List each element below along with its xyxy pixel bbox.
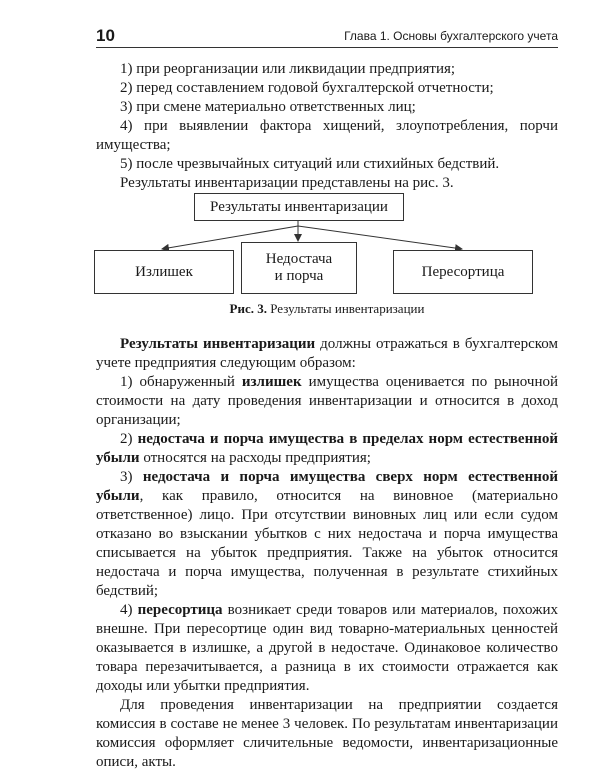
figure-caption bbox=[96, 301, 558, 317]
item-text: , как правило, относится на виновное (материально ответственное) лицо. При отсутствии виновных лиц или если судом отказано во взыскании убытков с них недостача и порча имущества списывается на убыток предприятия. Также на убыток относится недостача и порча имущества, полученная в результате стихийных бедствий; bbox=[96, 488, 558, 599]
figure-title: Результаты инвентаризации bbox=[267, 301, 425, 316]
diagram-shortage-line1: Недостача bbox=[265, 251, 333, 267]
item-prefix: 2) bbox=[120, 431, 138, 447]
list-item: 1) при реорганизации или ликвидации предприятия; bbox=[120, 61, 456, 77]
diagram-root-box: Результаты инвентаризации bbox=[194, 193, 404, 221]
page-number: 10 bbox=[96, 26, 115, 45]
list-item: 4) при выявлении фактора хищений, злоупотребления, порчи имущества; bbox=[96, 118, 558, 153]
item-text: относятся на расходы предприятия; bbox=[139, 450, 371, 466]
diagram-shortage-box bbox=[241, 242, 357, 294]
item-term: недостача и порча имущества в пределах норм естественной убыли bbox=[96, 431, 558, 466]
result-item-regrading bbox=[96, 601, 558, 696]
closing-paragraph: Для проведения инвентаризации на предприятии создается комиссия в составе не менее 3 человек. По результатам инвентаризации комиссия оформляет сличительные ведомости, инвентаризационные описи, акты. bbox=[96, 697, 558, 770]
list-item: 2) перед составлением годовой бухгалтерской отчетности; bbox=[120, 80, 494, 96]
result-item-surplus bbox=[96, 373, 558, 430]
item-prefix: 3) bbox=[120, 469, 143, 485]
item-term: недостача и порча имущества сверх норм естественной убыли bbox=[96, 469, 558, 504]
list-item: 3) при смене материально ответственных лиц; bbox=[120, 99, 416, 115]
result-item-shortage-within-norms bbox=[96, 430, 558, 468]
results-section bbox=[96, 335, 558, 772]
section-lead bbox=[96, 335, 558, 373]
item-prefix: 4) bbox=[120, 602, 138, 618]
section-lead-bold: Результаты инвентаризации bbox=[120, 336, 316, 352]
item-text: возникает среди товаров или материалов, похожих внешне. При пересортице один вид товарно-материальных ценностей оказывается в излишке, а другой в недостаче. Одинаковое количество товара перезачитывается, а разница в их стоимости отражается как доходы или убытки предприятия. bbox=[96, 602, 558, 694]
diagram-regrading-box: Пересортица bbox=[393, 250, 533, 294]
item-term: излишек bbox=[241, 374, 302, 390]
section-lead-text: должны отражаться в бухгалтерском учете предприятия следующим образом: bbox=[96, 336, 558, 371]
item-prefix: 1) обнаруженный bbox=[120, 374, 242, 390]
item-term: пересортица bbox=[137, 602, 223, 618]
running-title: Глава 1. Основы бухгалтерского учета bbox=[344, 29, 558, 43]
result-item-shortage-above-norms bbox=[96, 468, 558, 601]
list-item: 5) после чрезвычайных ситуаций или стихийных бедствий. bbox=[120, 156, 500, 172]
figure-label: Рис. 3. bbox=[229, 301, 267, 316]
diagram-surplus-box: Излишек bbox=[94, 250, 234, 294]
figure-intro: Результаты инвентаризации представлены на рис. 3. bbox=[120, 175, 454, 191]
diagram-shortage-line2: и порча bbox=[274, 268, 324, 284]
item-text: имущества оценивается по рыночной стоимости на дату проведения инвентаризации и относится в доход организации; bbox=[96, 374, 558, 428]
